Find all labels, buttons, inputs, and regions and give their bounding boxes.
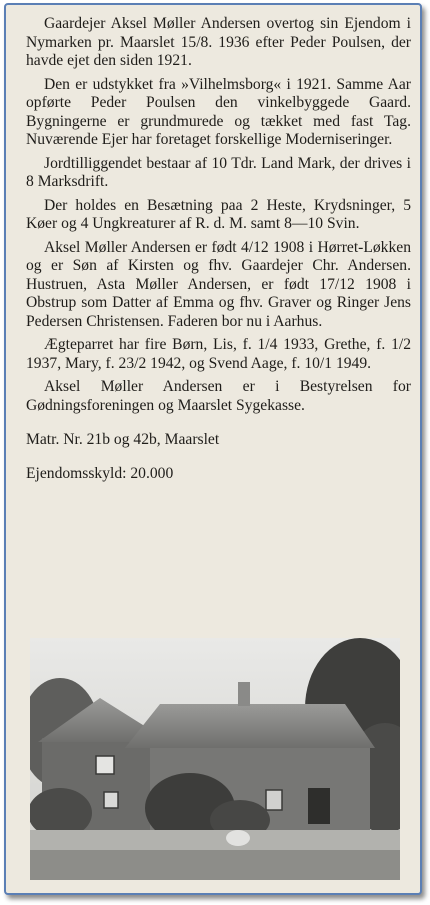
paragraph-livestock: Der holdes en Besætning paa 2 Heste, Krydsninger, 5 Køer og 4 Ungkreaturer af R. d. M. samt 8—10 Svin.	[26, 196, 411, 232]
paragraph-ownership: Gaardejer Aksel Møller Andersen overtog sin Ejendom i Nymarken pr. Maarslet 15/8. 1936 efter Peder Poulsen, der havde ejet den siden 1921.	[26, 15, 411, 69]
farmhouse-photo	[30, 638, 400, 880]
matr-number: Matr. Nr. 21b og 42b, Maarslet	[26, 430, 220, 448]
paragraph-history: Den er udstykket fra »Vilhelmsborg« i 1921. Samme Aar opførte Peder Poulsen den vinkelbyggede Gaard. Bygningerne er grundmurede og tækket med fast Tag. Nuværende Ejer har foretaget forskellige Moderniseringer.	[26, 75, 411, 148]
property-value: Ejendomsskyld: 20.000	[26, 464, 174, 482]
article-text	[26, 15, 411, 483]
paragraph-family: Aksel Møller Andersen er født 4/12 1908 i Hørret-Løkken og er Søn af Kirsten og fhv. Gaardejer Chr. Andersen. Hustruen, Asta Møller Andersen, er født 17/12 1908 i Obstrup som Datter af Emma og fhv. Graver og Ringer Jens Pedersen Christensen. Faderen bor nu i Aarhus.	[26, 238, 411, 330]
clipping-frame	[4, 3, 422, 895]
paragraph-children: Ægteparret har fire Børn, Lis, f. 1/4 1933, Grethe, f. 1/2 1937, Mary, f. 23/2 1942, og Svend Aage, f. 10/1 1949.	[26, 336, 411, 372]
paragraph-boards: Aksel Møller Andersen er i Bestyrelsen for Gødningsforeningen og Maarslet Sygekasse.	[26, 378, 411, 414]
paragraph-land: Jordtilliggendet bestaar af 10 Tdr. Land Mark, der drives i 8 Marksdrift.	[26, 154, 411, 190]
